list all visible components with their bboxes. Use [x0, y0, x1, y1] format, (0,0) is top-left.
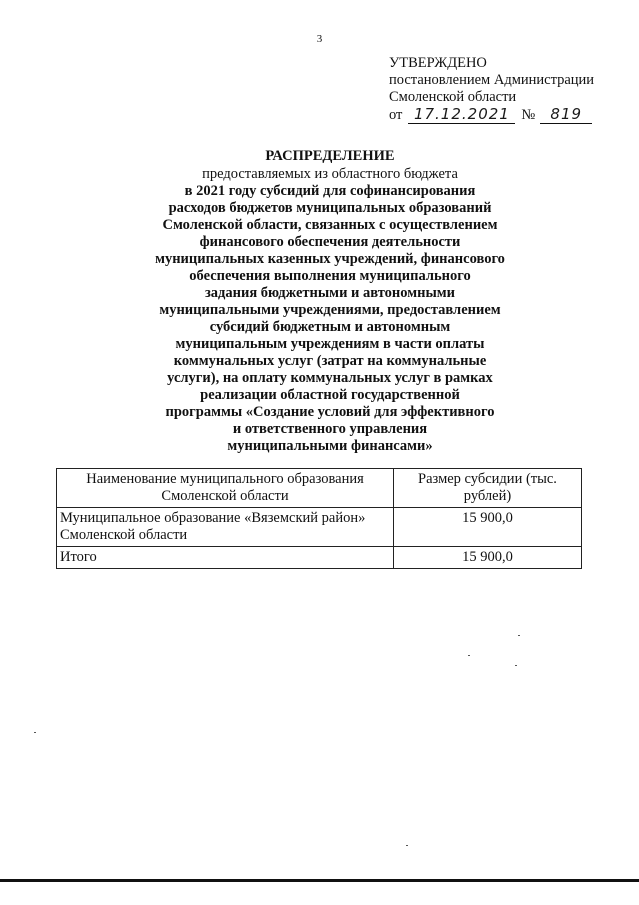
approval-approved: УТВЕРЖДЕНО [389, 55, 487, 71]
cell-total-label: Итого [57, 547, 394, 569]
approval-date-row [389, 106, 594, 124]
title-line: в 2021 году субсидий для софинансирования [184, 183, 476, 199]
title-line: субсидий бюджетным и автономным [209, 319, 451, 335]
bottom-rule [0, 879, 639, 882]
cell-total-amount: 15 900,0 [394, 547, 582, 569]
table-header-row [57, 469, 582, 508]
title-line: муниципальных казенных учреждений, финансового [155, 251, 505, 267]
number-sign: № [521, 107, 536, 123]
table-row-total [57, 547, 582, 569]
handwritten-number: 819 [540, 106, 592, 124]
title-line: программы «Создание условий для эффективного [165, 404, 495, 420]
page-number: 3 [316, 33, 323, 45]
title-line: обеспечения выполнения муниципального [189, 268, 471, 284]
cell-amount: 15 900,0 [394, 508, 582, 547]
title-line: задания бюджетными и автономными [204, 285, 456, 301]
title-line: услуги), на оплату коммунальных услуг в рамках [167, 370, 493, 386]
title-line: муниципальными учреждениями, предоставлением [159, 302, 501, 318]
subsidy-table [56, 468, 582, 569]
title-line: финансового обеспечения деятельности [199, 234, 461, 250]
column-header-amount: Размер субсидии (тыс. рублей) [394, 469, 582, 508]
cell-municipality: Муниципальное образование «Вяземский район» Смоленской области [57, 508, 394, 547]
scan-speck [406, 845, 408, 846]
title-heading: РАСПРЕДЕЛЕНИЕ [265, 148, 395, 164]
title-line: муниципальными финансами» [227, 438, 433, 454]
scan-speck [518, 635, 520, 636]
approval-block [389, 55, 594, 124]
approval-line-3: Смоленской области [389, 89, 517, 105]
title-line: муниципальным учреждениям в части оплаты [175, 336, 485, 352]
date-prefix: от [389, 107, 403, 123]
approval-line-2: постановлением Администрации [389, 72, 595, 88]
title-line: коммунальных услуг (затрат на коммунальные [173, 353, 487, 369]
handwritten-date: 17.12.2021 [408, 106, 515, 124]
title-line: и ответственного управления [232, 421, 428, 437]
title-line: Смоленской области, связанных с осуществлением [162, 217, 498, 233]
title-line: предоставляемых из областного бюджета [202, 166, 458, 182]
table-row [57, 508, 582, 547]
title-line: реализации областной государственной [200, 387, 460, 403]
column-header-name: Наименование муниципального образования Смоленской области [57, 469, 394, 508]
scan-speck [34, 732, 36, 733]
scan-speck [515, 665, 517, 666]
document-title [120, 148, 540, 455]
title-line: расходов бюджетов муниципальных образований [168, 200, 492, 216]
scan-speck [468, 655, 470, 656]
